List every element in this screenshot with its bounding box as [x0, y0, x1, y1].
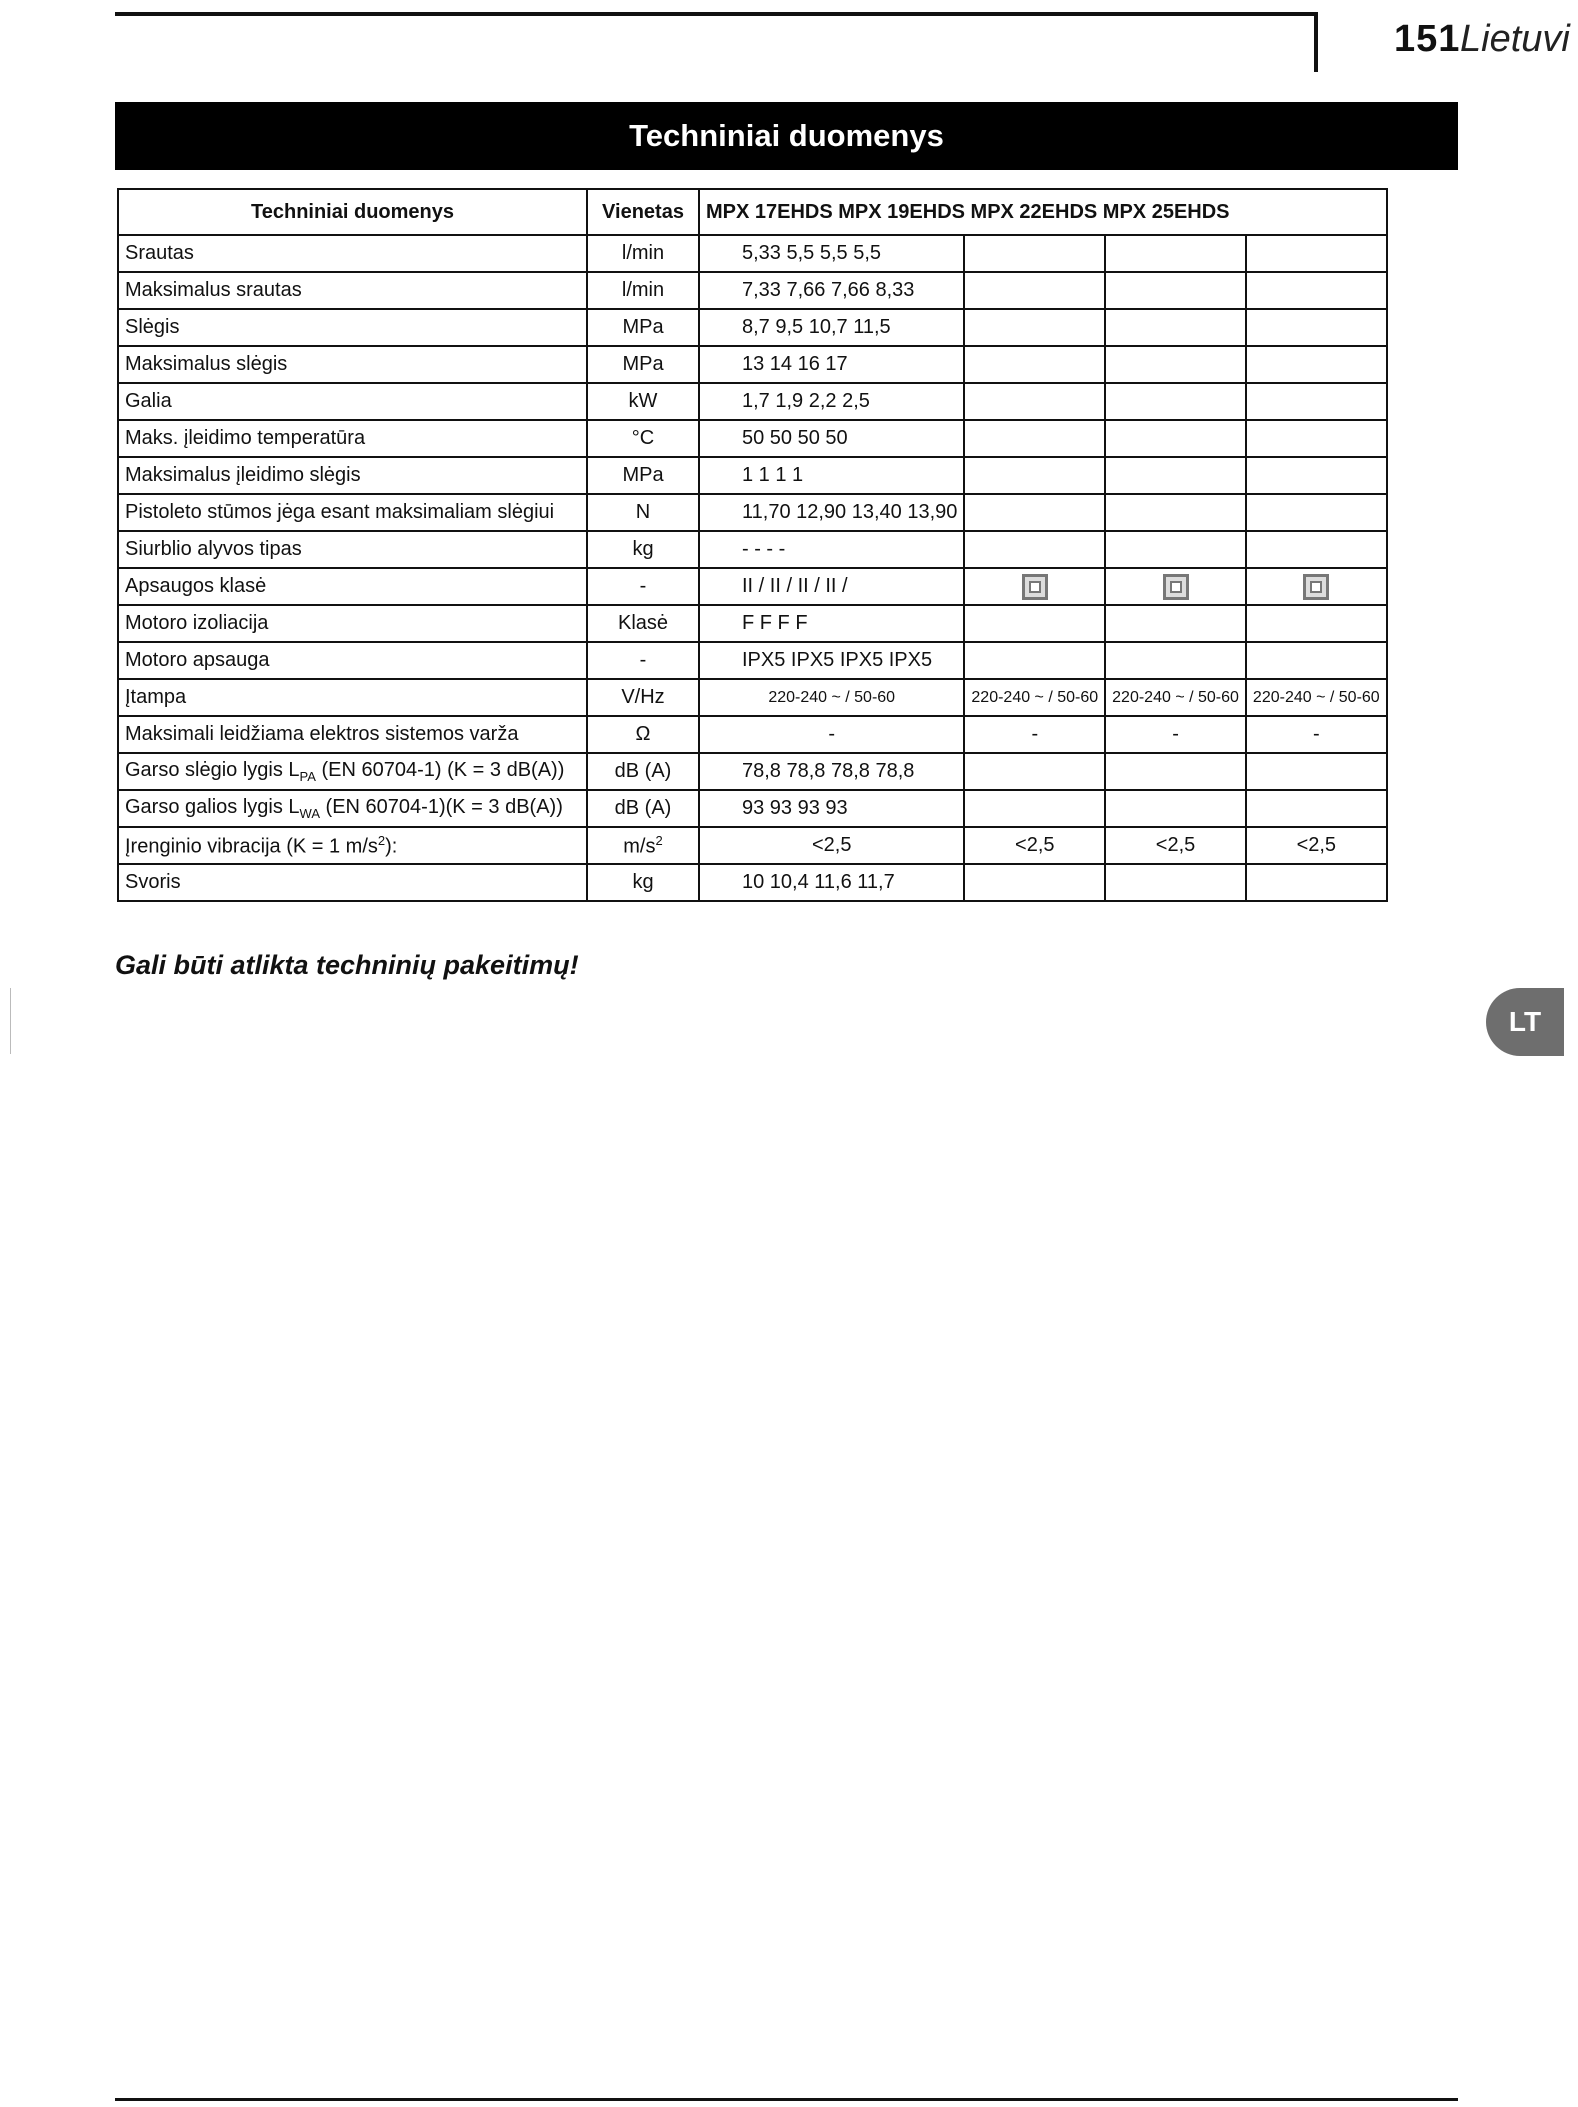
section-title: Techniniai duomenys [115, 102, 1458, 170]
empty-cell [1246, 753, 1387, 790]
model-values-combined: 7,33 7,66 7,66 8,33 [699, 272, 964, 309]
model-value: <2,5 [699, 827, 964, 864]
param-unit: MPa [587, 346, 699, 383]
empty-cell [1246, 272, 1387, 309]
empty-cell [964, 605, 1105, 642]
table-row [118, 679, 1387, 716]
param-label: Svoris [118, 864, 587, 901]
model-value: <2,5 [1105, 827, 1246, 864]
table-row [118, 864, 1387, 901]
table-row [118, 716, 1387, 753]
empty-cell [964, 494, 1105, 531]
empty-cell [1105, 420, 1246, 457]
model-values-combined: 13 14 16 17 [699, 346, 964, 383]
param-unit: kg [587, 531, 699, 568]
model-value: <2,5 [964, 827, 1105, 864]
param-label: Galia [118, 383, 587, 420]
empty-cell [1246, 864, 1387, 901]
model-values-combined: 50 50 50 50 [699, 420, 964, 457]
param-label: Įrenginio vibracija (K = 1 $m/s^2$): [118, 827, 587, 864]
table-row [118, 420, 1387, 457]
param-label: Maksimali leidžiama elektros sistemos varža [118, 716, 587, 753]
param-unit: °C [587, 420, 699, 457]
table-row [118, 568, 1387, 605]
param-unit: l/min [587, 235, 699, 272]
model-value: 220-240 ~ / 50-60 [964, 679, 1105, 716]
empty-cell [1105, 346, 1246, 383]
model-values-combined: IPX5 IPX5 IPX5 IPX5 [699, 642, 964, 679]
footer-rule [115, 2098, 1458, 2101]
empty-cell [964, 235, 1105, 272]
param-label: Apsaugos klasė [118, 568, 587, 605]
model-values-combined: F F F F [699, 605, 964, 642]
table-row [118, 457, 1387, 494]
empty-cell [1246, 494, 1387, 531]
disclaimer-note: Gali būti atlikta techninių pakeitimų! [115, 950, 579, 980]
param-label: Motoro izoliacija [118, 605, 587, 642]
empty-cell [1246, 790, 1387, 827]
param-unit: kW [587, 383, 699, 420]
table-row [118, 790, 1387, 827]
model-value: 220-240 ~ / 50-60 [1105, 679, 1246, 716]
param-unit: Ω [587, 716, 699, 753]
param-unit: kg [587, 864, 699, 901]
model-values-combined: 11,70 12,90 13,40 13,90 [699, 494, 964, 531]
empty-cell [964, 753, 1105, 790]
margin-mark [10, 988, 11, 1054]
param-label: Įtampa [118, 679, 587, 716]
empty-cell [1246, 346, 1387, 383]
table-row [118, 494, 1387, 531]
double-insulation-icon [1022, 574, 1048, 600]
language-tab[interactable]: LT [1486, 988, 1564, 1056]
empty-cell [1105, 753, 1246, 790]
page-language: Lietuvi [1460, 18, 1570, 60]
header-unit: Vienetas [587, 189, 699, 235]
header-models: MPX 17EHDS MPX 19EHDS MPX 22EHDS MPX 25EHDS [699, 189, 1387, 235]
icon-cell [1246, 568, 1387, 605]
empty-cell [964, 420, 1105, 457]
param-label: Pistoleto stūmos jėga esant maksimaliam slėgiui [118, 494, 587, 531]
table-row [118, 753, 1387, 790]
empty-cell [964, 790, 1105, 827]
model-value: 220-240 ~ / 50-60 [699, 679, 964, 716]
param-unit: MPa [587, 309, 699, 346]
empty-cell [964, 864, 1105, 901]
model-value: - [964, 716, 1105, 753]
param-label: Maksimalus srautas [118, 272, 587, 309]
double-insulation-icon [1303, 574, 1329, 600]
table-row [118, 642, 1387, 679]
table-row [118, 272, 1387, 309]
empty-cell [1105, 642, 1246, 679]
empty-cell [964, 272, 1105, 309]
param-unit: dB (A) [587, 790, 699, 827]
model-value: 220-240 ~ / 50-60 [1246, 679, 1387, 716]
model-values-combined: 10 10,4 11,6 11,7 [699, 864, 964, 901]
empty-cell [1105, 790, 1246, 827]
param-label: Motoro apsauga [118, 642, 587, 679]
model-value: - [1105, 716, 1246, 753]
empty-cell [1105, 864, 1246, 901]
empty-cell [1246, 605, 1387, 642]
empty-cell [1105, 235, 1246, 272]
empty-cell [1105, 494, 1246, 531]
table-row [118, 605, 1387, 642]
param-unit: N [587, 494, 699, 531]
empty-cell [1105, 272, 1246, 309]
double-insulation-icon [1163, 574, 1189, 600]
param-label: Garso slėgio lygis $L_{PA}$ (EN 60704-1) (K = 3 dB(A)) [118, 753, 587, 790]
param-label: Garso galios lygis $L_{WA}$ (EN 60704-1)(K = 3 dB(A)) [118, 790, 587, 827]
empty-cell [1246, 457, 1387, 494]
model-values-combined: - - - - [699, 531, 964, 568]
param-unit: dB (A) [587, 753, 699, 790]
empty-cell [1105, 457, 1246, 494]
param-label: Maks. įleidimo temperatūra [118, 420, 587, 457]
model-values-combined: II / II / II / II / [699, 568, 964, 605]
table-row [118, 383, 1387, 420]
model-values-combined: 1 1 1 1 [699, 457, 964, 494]
param-label: Slėgis [118, 309, 587, 346]
model-values-combined: 78,8 78,8 78,8 78,8 [699, 753, 964, 790]
param-label: Maksimalus įleidimo slėgis [118, 457, 587, 494]
empty-cell [1246, 383, 1387, 420]
empty-cell [1105, 531, 1246, 568]
empty-cell [1105, 309, 1246, 346]
empty-cell [964, 309, 1105, 346]
param-unit: l/min [587, 272, 699, 309]
param-label: Srautas [118, 235, 587, 272]
param-label: Maksimalus slėgis [118, 346, 587, 383]
table-row [118, 309, 1387, 346]
icon-cell [964, 568, 1105, 605]
table-row [118, 235, 1387, 272]
model-values-combined: 5,33 5,5 5,5 5,5 [699, 235, 964, 272]
table-row [118, 346, 1387, 383]
empty-cell [1246, 235, 1387, 272]
empty-cell [964, 383, 1105, 420]
icon-cell [1105, 568, 1246, 605]
model-values-combined: 93 93 93 93 [699, 790, 964, 827]
param-label: Siurblio alyvos tipas [118, 531, 587, 568]
model-values-combined: 1,7 1,9 2,2 2,5 [699, 383, 964, 420]
model-value: - [699, 716, 964, 753]
header-rule-tick [1314, 12, 1318, 72]
empty-cell [964, 346, 1105, 383]
empty-cell [964, 531, 1105, 568]
empty-cell [1246, 309, 1387, 346]
empty-cell [964, 642, 1105, 679]
empty-cell [1246, 642, 1387, 679]
empty-cell [1246, 420, 1387, 457]
param-unit: - [587, 568, 699, 605]
table-row [118, 531, 1387, 568]
empty-cell [1246, 531, 1387, 568]
empty-cell [964, 457, 1105, 494]
table-body [118, 235, 1387, 901]
header-param: Techniniai duomenys [118, 189, 587, 235]
param-unit: V/Hz [587, 679, 699, 716]
model-value: <2,5 [1246, 827, 1387, 864]
table-row [118, 827, 1387, 864]
model-value: - [1246, 716, 1387, 753]
model-values-combined: 8,7 9,5 10,7 11,5 [699, 309, 964, 346]
spec-table [117, 188, 1388, 902]
page-number: 151 [1394, 18, 1461, 60]
header-rule [115, 12, 1318, 16]
param-unit: $m/s^2$ [587, 827, 699, 864]
table-header-row [118, 189, 1387, 235]
param-unit: MPa [587, 457, 699, 494]
param-unit: Klasė [587, 605, 699, 642]
empty-cell [1105, 605, 1246, 642]
param-unit: - [587, 642, 699, 679]
empty-cell [1105, 383, 1246, 420]
